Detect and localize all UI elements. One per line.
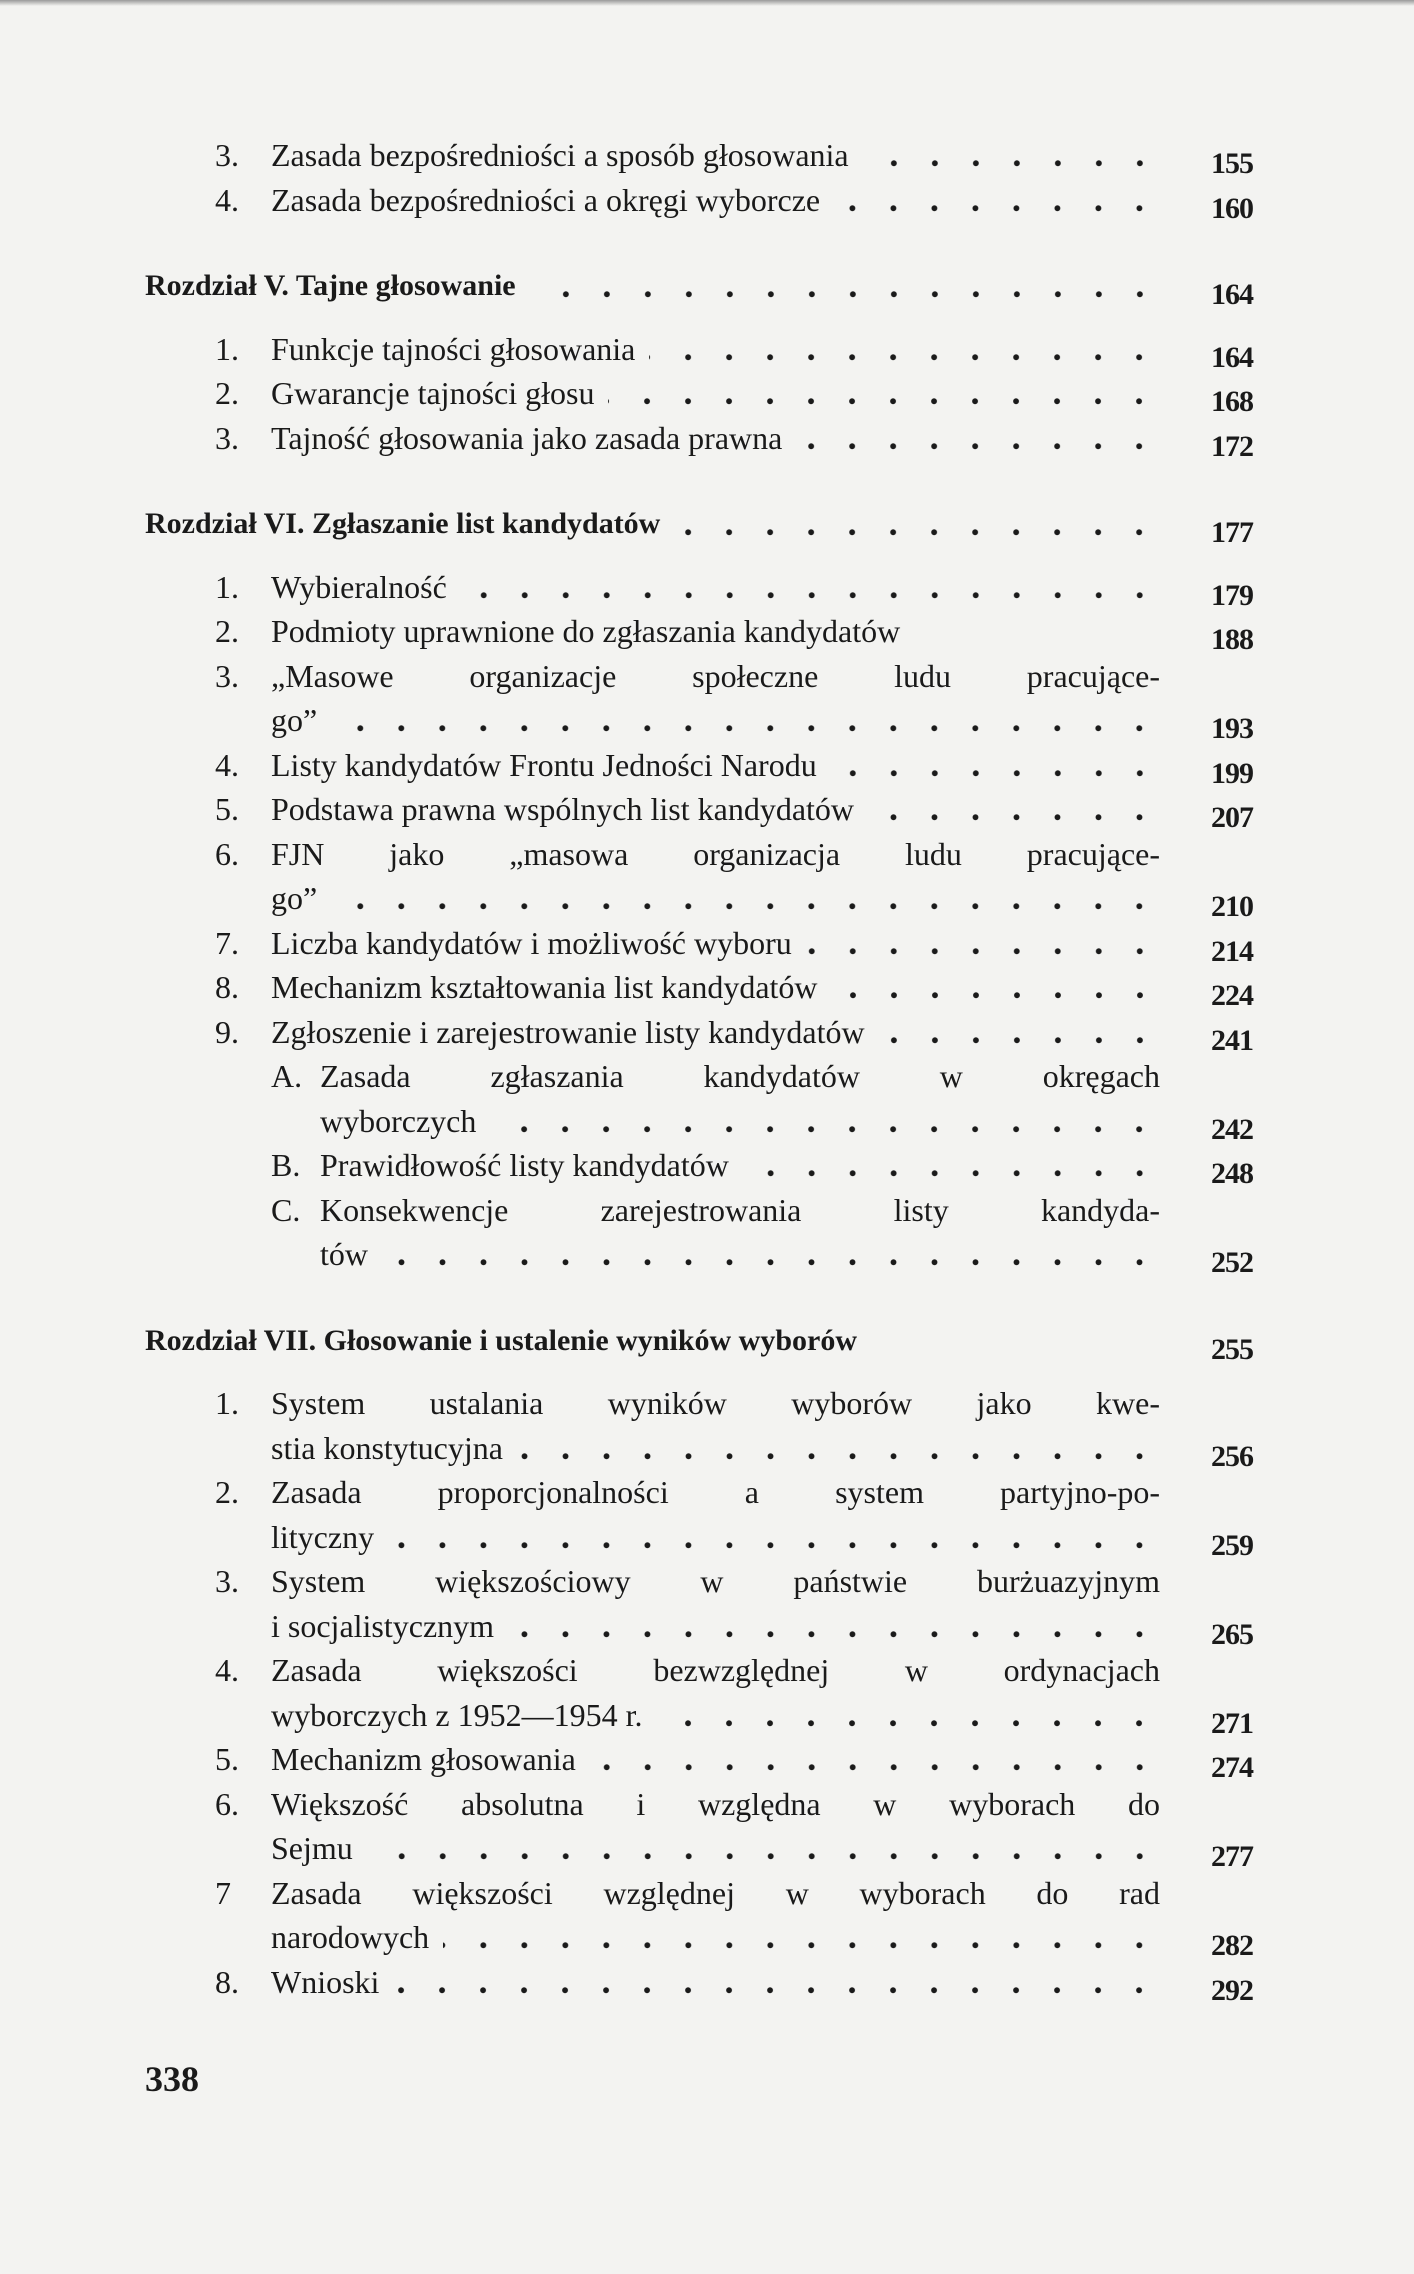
dot-leader: [461, 565, 1160, 610]
dot-leader: [796, 416, 1160, 461]
dot-leader: [832, 965, 1160, 1010]
dot-leader: [393, 1960, 1160, 2005]
entry-page: 168: [1211, 385, 1253, 418]
toc-entry-line: [145, 1559, 1265, 1604]
chapter-page: 177: [1211, 516, 1253, 549]
entry-number: 3.: [215, 137, 239, 173]
dot-leader: [649, 327, 1160, 372]
entry-page: 242: [1211, 1112, 1253, 1146]
entry-number: 3.: [215, 419, 239, 456]
toc-entry-line: [145, 609, 1265, 654]
entry-title: [271, 1515, 1160, 1560]
entry-text: go”: [271, 702, 318, 738]
toc-entry-line: [145, 1054, 1265, 1099]
entry-number: 8.: [215, 1963, 239, 2000]
entry-page: 248: [1211, 1157, 1253, 1190]
page-number: 338: [145, 2059, 199, 2099]
toc-entry-line: [145, 965, 1265, 1010]
entry-text: „Masowe organizacje społeczne ludu pracujące-: [271, 657, 1160, 694]
entry-title: [271, 133, 1160, 178]
entry-title: [271, 565, 1160, 610]
table-of-contents: [145, 133, 1265, 2007]
entry-number: C.: [271, 1191, 301, 1228]
dot-leader: [517, 1426, 1160, 1471]
toc-entry-line: [145, 1426, 1265, 1471]
entry-page: 271: [1211, 1706, 1253, 1740]
toc-entry-line: [145, 1232, 1265, 1277]
entry-title: [271, 787, 1160, 832]
entry-number: 1.: [215, 1385, 239, 1421]
entry-title: [271, 371, 1160, 416]
entry-title: [271, 1871, 1160, 1916]
entry-text: lityczny: [271, 1518, 375, 1555]
entry-title: [271, 1381, 1160, 1426]
entry-title: [271, 1559, 1160, 1604]
toc-entry-line: [145, 327, 1265, 372]
chapter-title: [145, 502, 1160, 547]
entry-number: A.: [271, 1058, 303, 1094]
entry-page: 155: [1211, 147, 1253, 180]
entry-text: narodowych: [271, 1919, 430, 1955]
entry-text: System ustalania wyników wyborów jako kwe-: [271, 1385, 1160, 1421]
entry-title: [320, 1232, 1160, 1277]
toc-entry-line: [145, 1470, 1265, 1515]
entry-number: 4.: [215, 1652, 239, 1688]
entry-text: Gwarancje tajności głosu: [271, 375, 595, 411]
entry-number: 1.: [215, 330, 239, 367]
entry-text: FJN jako „masowa organizacja ludu pracujące-: [271, 835, 1160, 872]
entry-text: Wybieralność: [271, 568, 447, 605]
entry-text: Podmioty uprawnione do zgłaszania kandydatów: [271, 613, 901, 649]
entry-title: [271, 1693, 1160, 1738]
toc-entry-line: [145, 876, 1265, 921]
entry-text: stia konstytucyjna: [271, 1429, 503, 1466]
entry-title: [271, 1426, 1160, 1471]
chapter-heading: [145, 502, 1265, 547]
entry-title: [271, 609, 1160, 654]
dot-leader: [530, 264, 1160, 309]
entry-text: Zasada zgłaszania kandydatów w okręgach: [320, 1058, 1160, 1094]
entry-text: Konsekwencje zarejestrowania listy kandyda-: [320, 1191, 1160, 1228]
toc-entry-line: [145, 416, 1265, 461]
entry-page: 210: [1211, 890, 1253, 923]
entry-number: 2.: [215, 613, 239, 649]
entry-text: Prawidłowość listy kandydatów: [320, 1147, 729, 1183]
entry-page: 265: [1211, 1617, 1253, 1651]
entry-title: [320, 1099, 1160, 1144]
entry-text: Wnioski: [271, 1963, 380, 2000]
entry-number: 2.: [215, 1474, 239, 1510]
entry-text: Mechanizm kształtowania list kandydatów: [271, 969, 818, 1005]
entry-text: Zasada proporcjonalności a system partyjno-po-: [271, 1474, 1160, 1510]
entry-text: tów: [320, 1236, 368, 1272]
dot-leader: [806, 921, 1160, 966]
entry-page: 256: [1211, 1439, 1253, 1473]
entry-page: 282: [1211, 1929, 1253, 1962]
dot-leader: [443, 1915, 1160, 1960]
entry-number: 3.: [215, 1563, 239, 1599]
entry-title: [271, 178, 1160, 223]
entry-title: [271, 876, 1160, 921]
entry-title: [271, 965, 1160, 1010]
toc-entry-line: [145, 1782, 1265, 1827]
entry-page: 241: [1211, 1023, 1253, 1057]
toc-entry-line: [145, 832, 1265, 877]
entry-number: 9.: [215, 1013, 239, 1050]
entry-text: Liczba kandydatów i możliwość wyboru: [271, 924, 792, 961]
entry-text: Zasada większości względnej w wyborach do rad: [271, 1874, 1160, 1911]
entry-text: wyborczych: [320, 1102, 477, 1139]
entry-page: 179: [1211, 578, 1253, 612]
entry-title: [271, 832, 1160, 877]
dot-leader: [331, 698, 1160, 743]
entry-text: i socjalistycznym: [271, 1607, 495, 1644]
toc-entry-line: [145, 1915, 1265, 1960]
entry-page: 193: [1211, 712, 1253, 745]
dot-leader: [834, 178, 1160, 223]
entry-number: 7: [215, 1874, 231, 1911]
entry-number: 2.: [215, 375, 239, 411]
entry-number: 4.: [215, 746, 239, 783]
toc-entry-line: [145, 371, 1265, 416]
entry-title: [271, 921, 1160, 966]
chapter-title-text: Rozdział VII. Głosowanie i ustalenie wyników wyborów: [145, 1323, 858, 1357]
entry-title: [320, 1054, 1160, 1099]
entry-number: 7.: [215, 924, 239, 961]
entry-page: 172: [1211, 429, 1253, 463]
entry-page: 274: [1211, 1751, 1253, 1784]
entry-page: 259: [1211, 1528, 1253, 1562]
entry-title: [271, 1470, 1160, 1515]
entry-title: [271, 1960, 1160, 2005]
entry-title: [320, 1143, 1160, 1188]
entry-number: 5.: [215, 791, 239, 827]
toc-entry-line: [145, 1010, 1265, 1055]
entry-page: 160: [1211, 191, 1253, 225]
entry-number: 8.: [215, 969, 239, 1005]
entry-text: Zasada bezpośredniości a okręgi wyborcze: [271, 181, 821, 218]
entry-text: Tajność głosowania jako zasada prawna: [271, 419, 783, 456]
chapter-heading: [145, 1319, 1265, 1364]
toc-entry-line: [145, 787, 1265, 832]
entry-title: [271, 1737, 1160, 1782]
toc-entry-line: [145, 921, 1265, 966]
toc-entry-line: [145, 133, 1265, 178]
entry-page: 277: [1211, 1840, 1253, 1873]
chapter-heading: [145, 264, 1265, 309]
toc-entry-line: [145, 1648, 1265, 1693]
dot-leader: [608, 371, 1160, 416]
entry-text: System większościowy w państwie burżuazyjnym: [271, 1563, 1160, 1599]
page-edge: [0, 0, 1414, 6]
entry-title: [271, 416, 1160, 461]
toc-entry-line: [145, 654, 1265, 699]
toc-entry-line: [145, 1737, 1265, 1782]
entry-text: Zgłoszenie i zarejestrowanie listy kandydatów: [271, 1013, 865, 1050]
toc-entry-line: [145, 1604, 1265, 1649]
dot-leader: [868, 787, 1160, 832]
entry-text: Zasada bezpośredniości a sposób głosowania: [271, 137, 849, 173]
toc-entry-line: [145, 1871, 1265, 1916]
entry-page: 252: [1211, 1246, 1253, 1279]
entry-text: Mechanizm głosowania: [271, 1741, 576, 1777]
entry-title: [271, 1648, 1160, 1693]
toc-entry-line: [145, 698, 1265, 743]
toc-entry-line: [145, 1099, 1265, 1144]
entry-number: B.: [271, 1147, 301, 1183]
toc-entry-line: [145, 1143, 1265, 1188]
entry-title: [271, 1782, 1160, 1827]
entry-page: 207: [1211, 801, 1253, 834]
toc-entry-line: [145, 743, 1265, 788]
entry-text: go”: [271, 880, 318, 916]
entry-page: 224: [1211, 979, 1253, 1012]
entry-title: [271, 743, 1160, 788]
entry-title: [271, 1826, 1160, 1871]
dot-leader: [743, 1143, 1160, 1188]
toc-entry-line: [145, 1693, 1265, 1738]
chapter-title-text: Rozdział V. Tajne głosowanie: [145, 269, 516, 302]
entry-page: 214: [1211, 934, 1253, 968]
entry-title: [271, 698, 1160, 743]
dot-leader: [674, 502, 1160, 547]
dot-leader: [490, 1099, 1160, 1144]
dot-leader: [656, 1693, 1160, 1738]
entry-page: 199: [1211, 756, 1253, 790]
chapter-title-text: Rozdział VI. Zgłaszanie list kandydatów: [145, 507, 661, 540]
entry-title: [271, 1010, 1160, 1055]
toc-entry-line: [145, 565, 1265, 610]
entry-title: [271, 654, 1160, 699]
entry-number: 4.: [215, 181, 239, 218]
dot-leader: [863, 133, 1160, 178]
toc-entry-line: [145, 178, 1265, 223]
chapter-page: 255: [1211, 1332, 1253, 1366]
entry-number: 6.: [215, 1785, 239, 1822]
dot-leader: [879, 1010, 1160, 1055]
toc-entry-line: [145, 1826, 1265, 1871]
entry-text: Podstawa prawna wspólnych list kandydatów: [271, 791, 855, 827]
entry-text: Zasada większości bezwzględnej w ordynacjach: [271, 1652, 1160, 1688]
entry-text: Listy kandydatów Frontu Jedności Narodu: [271, 746, 817, 783]
chapter-page: 164: [1211, 278, 1253, 311]
toc-entry-line: [145, 1381, 1265, 1426]
entry-text: Większość absolutna i względna w wyborach do: [271, 1785, 1160, 1822]
entry-title: [271, 1604, 1160, 1649]
dot-leader: [331, 876, 1160, 921]
entry-title: [271, 1915, 1160, 1960]
entry-number: 5.: [215, 1741, 239, 1777]
dot-leader: [388, 1515, 1160, 1560]
dot-leader: [367, 1826, 1160, 1871]
entry-text: wyborczych z 1952—1954 r.: [271, 1696, 643, 1733]
entry-title: [320, 1188, 1160, 1233]
toc-entry-line: [145, 1960, 1265, 2005]
dot-leader: [382, 1232, 1160, 1277]
toc-entry-line: [145, 1515, 1265, 1560]
entry-text: Funkcje tajności głosowania: [271, 330, 636, 367]
chapter-title: [145, 264, 1160, 309]
dot-leader: [508, 1604, 1160, 1649]
entry-number: 1.: [215, 568, 239, 605]
chapter-title: [145, 1319, 1160, 1364]
entry-page: 292: [1211, 1973, 1253, 2007]
entry-number: 6.: [215, 835, 239, 872]
entry-page: 164: [1211, 340, 1253, 374]
entry-title: [271, 327, 1160, 372]
toc-entry-line: [145, 1188, 1265, 1233]
entry-page: 188: [1211, 623, 1253, 656]
dot-leader: [831, 743, 1160, 788]
entry-text: Sejmu: [271, 1830, 353, 1866]
dot-leader: [590, 1737, 1160, 1782]
entry-number: 3.: [215, 657, 239, 694]
